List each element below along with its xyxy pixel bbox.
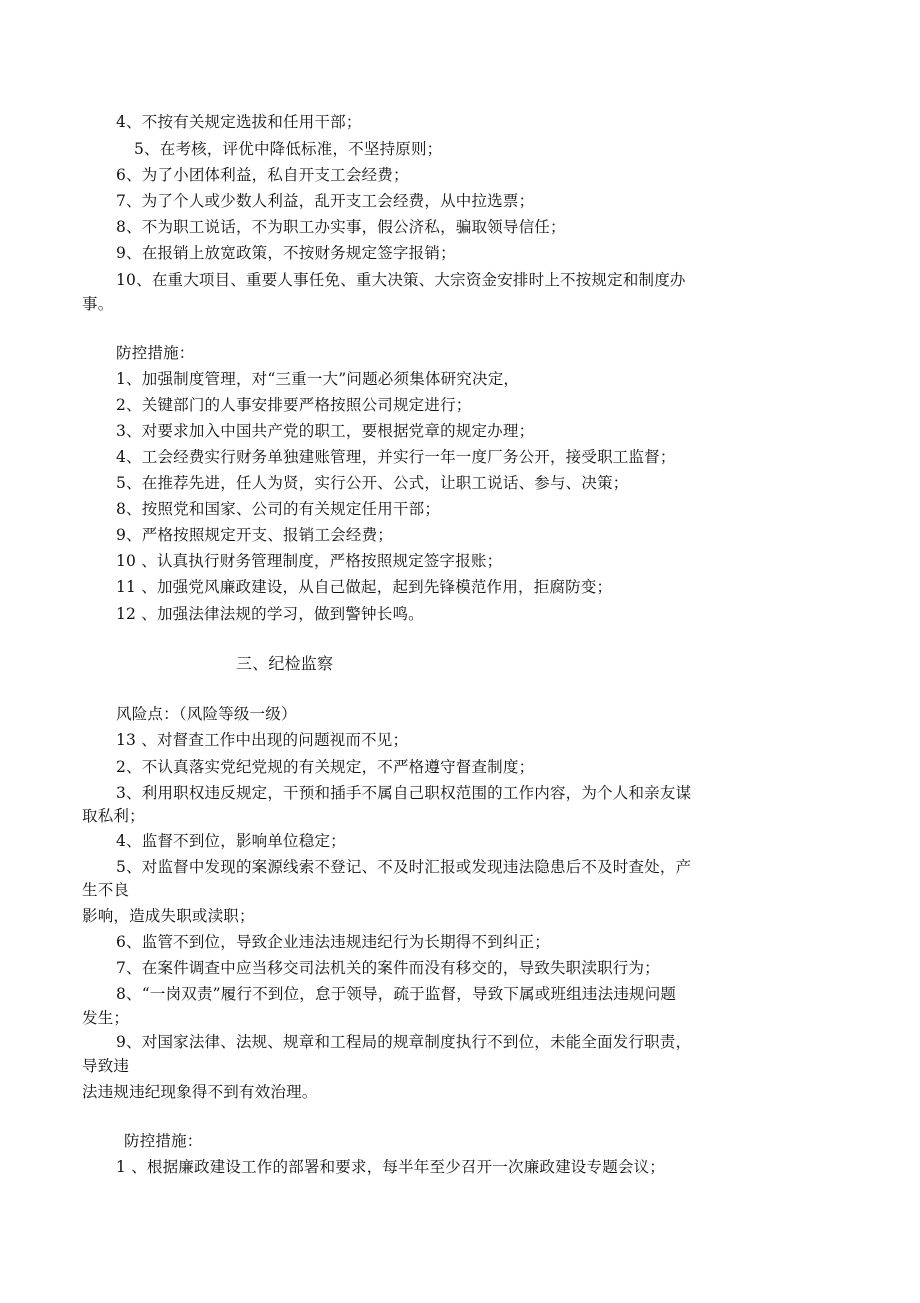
risk-item: 6、为了小团体利益，私自开支工会经费； bbox=[116, 166, 409, 184]
risk-item: 8、“一岗双责”履行不到位，怠于领导，疏于监督，导致下属或班组违法违规问题 bbox=[116, 985, 677, 1003]
risk-item-continued: 影响，造成失职或渎职； bbox=[82, 907, 255, 925]
risk-item: 3、利用职权违反规定，干预和插手不属自己职权范围的工作内容，为个人和亲友谋 bbox=[116, 784, 692, 802]
risk-item-continued: 事。 bbox=[82, 295, 114, 313]
risk-item: 5、在考核，评优中降低标准，不坚持原则； bbox=[134, 140, 443, 158]
measure-item: 2、关键部门的人事安排要严格按照公司规定进行； bbox=[116, 396, 472, 414]
measure-item: 3、对要求加入中国共产党的职工，要根据党章的规定办理； bbox=[116, 422, 535, 440]
risk-item-continued: 发生； bbox=[82, 1009, 130, 1027]
measure-item: 12 、加强法律法规的学习，做到警钟长鸣。 bbox=[116, 605, 424, 623]
measure-item: 11 、加强党风廉政建设，从自己做起，起到先锋模范作用，拒腐防变； bbox=[116, 578, 613, 596]
risk-item-continued: 导致违 bbox=[82, 1057, 130, 1075]
risk-item: 5、对监督中发现的案源线索不登记、不及时汇报或发现违法隐患后不及时查处，产 bbox=[116, 858, 692, 876]
risk-item: 4、监督不到位，影响单位稳定； bbox=[116, 832, 346, 850]
measure-item: 8、按照党和国家、公司的有关规定任用干部； bbox=[116, 500, 441, 518]
risk-item: 7、在案件调查中应当移交司法机关的案件而没有移交的，导致失职渎职行为； bbox=[116, 959, 660, 977]
measure-item: 1、加强制度管理，对“三重一大”问题必须集体研究决定， bbox=[116, 370, 520, 388]
measures-label: 防控措施： bbox=[116, 344, 195, 362]
risk-item: 9、对国家法律、法规、规章和工程局的规章制度执行不到位，未能全面发行职责， bbox=[116, 1033, 692, 1051]
measure-item: 5、在推荐先进，任人为贤，实行公开、公式，让职工说话、参与、决策； bbox=[116, 474, 629, 492]
risk-item: 7、为了个人或少数人利益，乱开支工会经费，从中拉选票； bbox=[116, 192, 535, 210]
risk-item-continued: 取私利； bbox=[82, 807, 145, 825]
measures-label: 防控措施： bbox=[124, 1132, 203, 1150]
section-title: 三、纪检监察 bbox=[236, 654, 334, 673]
risk-item: 6、监管不到位，导致企业违法违规违纪行为长期得不到纠正； bbox=[116, 933, 550, 951]
measure-item: 1 、根据廉政建设工作的部署和要求，每半年至少召开一次廉政建设专题会议； bbox=[116, 1158, 665, 1176]
risk-item: 8、不为职工说话，不为职工办实事，假公济私，骗取领导信任； bbox=[116, 218, 566, 236]
measure-item: 4、工会经费实行财务单独建账管理，并实行一年一度厂务公开，接受职工监督； bbox=[116, 448, 676, 466]
risk-label: 风险点：（风险等级一级） bbox=[116, 705, 297, 723]
risk-item: 9、在报销上放宽政策，不按财务规定签字报销； bbox=[116, 244, 456, 262]
risk-item: 4、不按有关规定选拔和任用干部； bbox=[116, 113, 362, 131]
measure-item: 9、严格按照规定开支、报销工会经费； bbox=[116, 526, 393, 544]
risk-item: 10、在重大项目、重要人事任免、重大决策、大宗资金安排时上不按规定和制度办 bbox=[116, 271, 686, 289]
risk-item-continued: 生不良 bbox=[82, 881, 130, 899]
risk-item: 2、不认真落实党纪党规的有关规定，不严格遵守督查制度； bbox=[116, 758, 535, 776]
risk-item-continued: 法违规违纪现象得不到有效治理。 bbox=[82, 1083, 318, 1101]
risk-item: 13 、对督查工作中出现的问题视而不见； bbox=[116, 731, 409, 749]
measure-item: 10 、认真执行财务管理制度，严格按照规定签字报账； bbox=[116, 552, 503, 570]
